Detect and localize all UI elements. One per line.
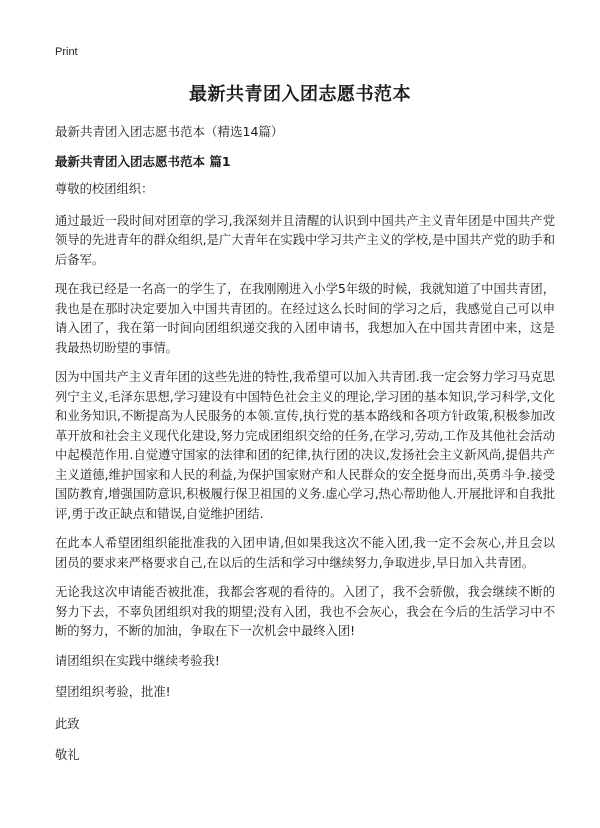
- section-heading: 最新共青团入团志愿书范本 篇1: [55, 154, 231, 169]
- salutation: 尊敬的校团组织：: [55, 182, 154, 196]
- paragraph: 通过最近一段时间对团章的学习,我深刻并且清醒的认识到中国共产主义青年团是中国共产党领导的先进青年的群众组织,是广大青年在实践中学习共产主义的学校,是中国共产党的助手和后备军。: [55, 213, 555, 267]
- paragraph: 无论我这次申请能否被批准，我都会客观的看待的。入团了，我不会骄傲，我会继续不断的努力下去，不辜负团组织对我的期望;没有入团，我也不会灰心，我会在今后的生活学习中不断的努力，不断的加油，争取在下一次机会中最终入团!: [55, 585, 555, 638]
- document-title: 最新共青团入团志愿书范本: [189, 84, 411, 105]
- paragraph: 现在我已经是一名高一的学生了，在我刚刚进入小学5年级的时候，我就知道了中国共青团，我也是在那时决定要加入中国共青团的。在经过这么长时间的学习之后，我感觉自己可以申请入团了，我在第一时间向团组织递交我的入团申请书，我想加入在中国共青团中来，这是我最热切盼望的事情。: [55, 282, 555, 355]
- closing-phrase: 此致: [55, 716, 80, 731]
- closing-line: 请团组织在实践中继续考验我!: [55, 653, 220, 668]
- paragraph: 因为中国共产主义青年团的这些先进的特性,我希望可以加入共青团.我一定会努力学习马克思列宁主义,毛泽东思想,学习建设有中国特色社会主义的理论,学习团的基本知识,学习科学,文化和业务知识,不断提高为人民服务的本领.宣传,执行党的基本路线和各项方针政策,积极参加改革开放和社会主义现代化建设,努力完成团组织交给的任务,在学习,劳动,工作及其他社会活动中起模范作用.自觉遵守国家的法律和团的纪律,执行团的决议,发扬社会主义新风尚,提倡共产主义道德,维护国家和人民的利益,为保护国家财产和人民群众的安全挺身而出,英勇斗争.接受国防教育,增强国防意识,积极履行保卫祖国的义务.虚心学习,热心帮助他人.开展批评和自我批评,勇于改正缺点和错误,自觉维护团结.: [55, 370, 555, 521]
- document-subtitle: 最新共青团入团志愿书范本（精选14篇）: [55, 124, 284, 139]
- letter-body: [55, 180, 555, 778]
- closing-line: 望团组织考验，批准!: [55, 685, 171, 699]
- print-link[interactable]: Print: [55, 46, 78, 58]
- paragraph: 在此本人希望团组织能批准我的入团申请,但如果我这次不能入团,我一定不会灰心,并且会以团员的要求来严格要求自己,在以后的生活和学习中继续努力,争取进步,早日加入共青团。: [55, 536, 555, 570]
- closing-regards: 敬礼: [55, 748, 80, 762]
